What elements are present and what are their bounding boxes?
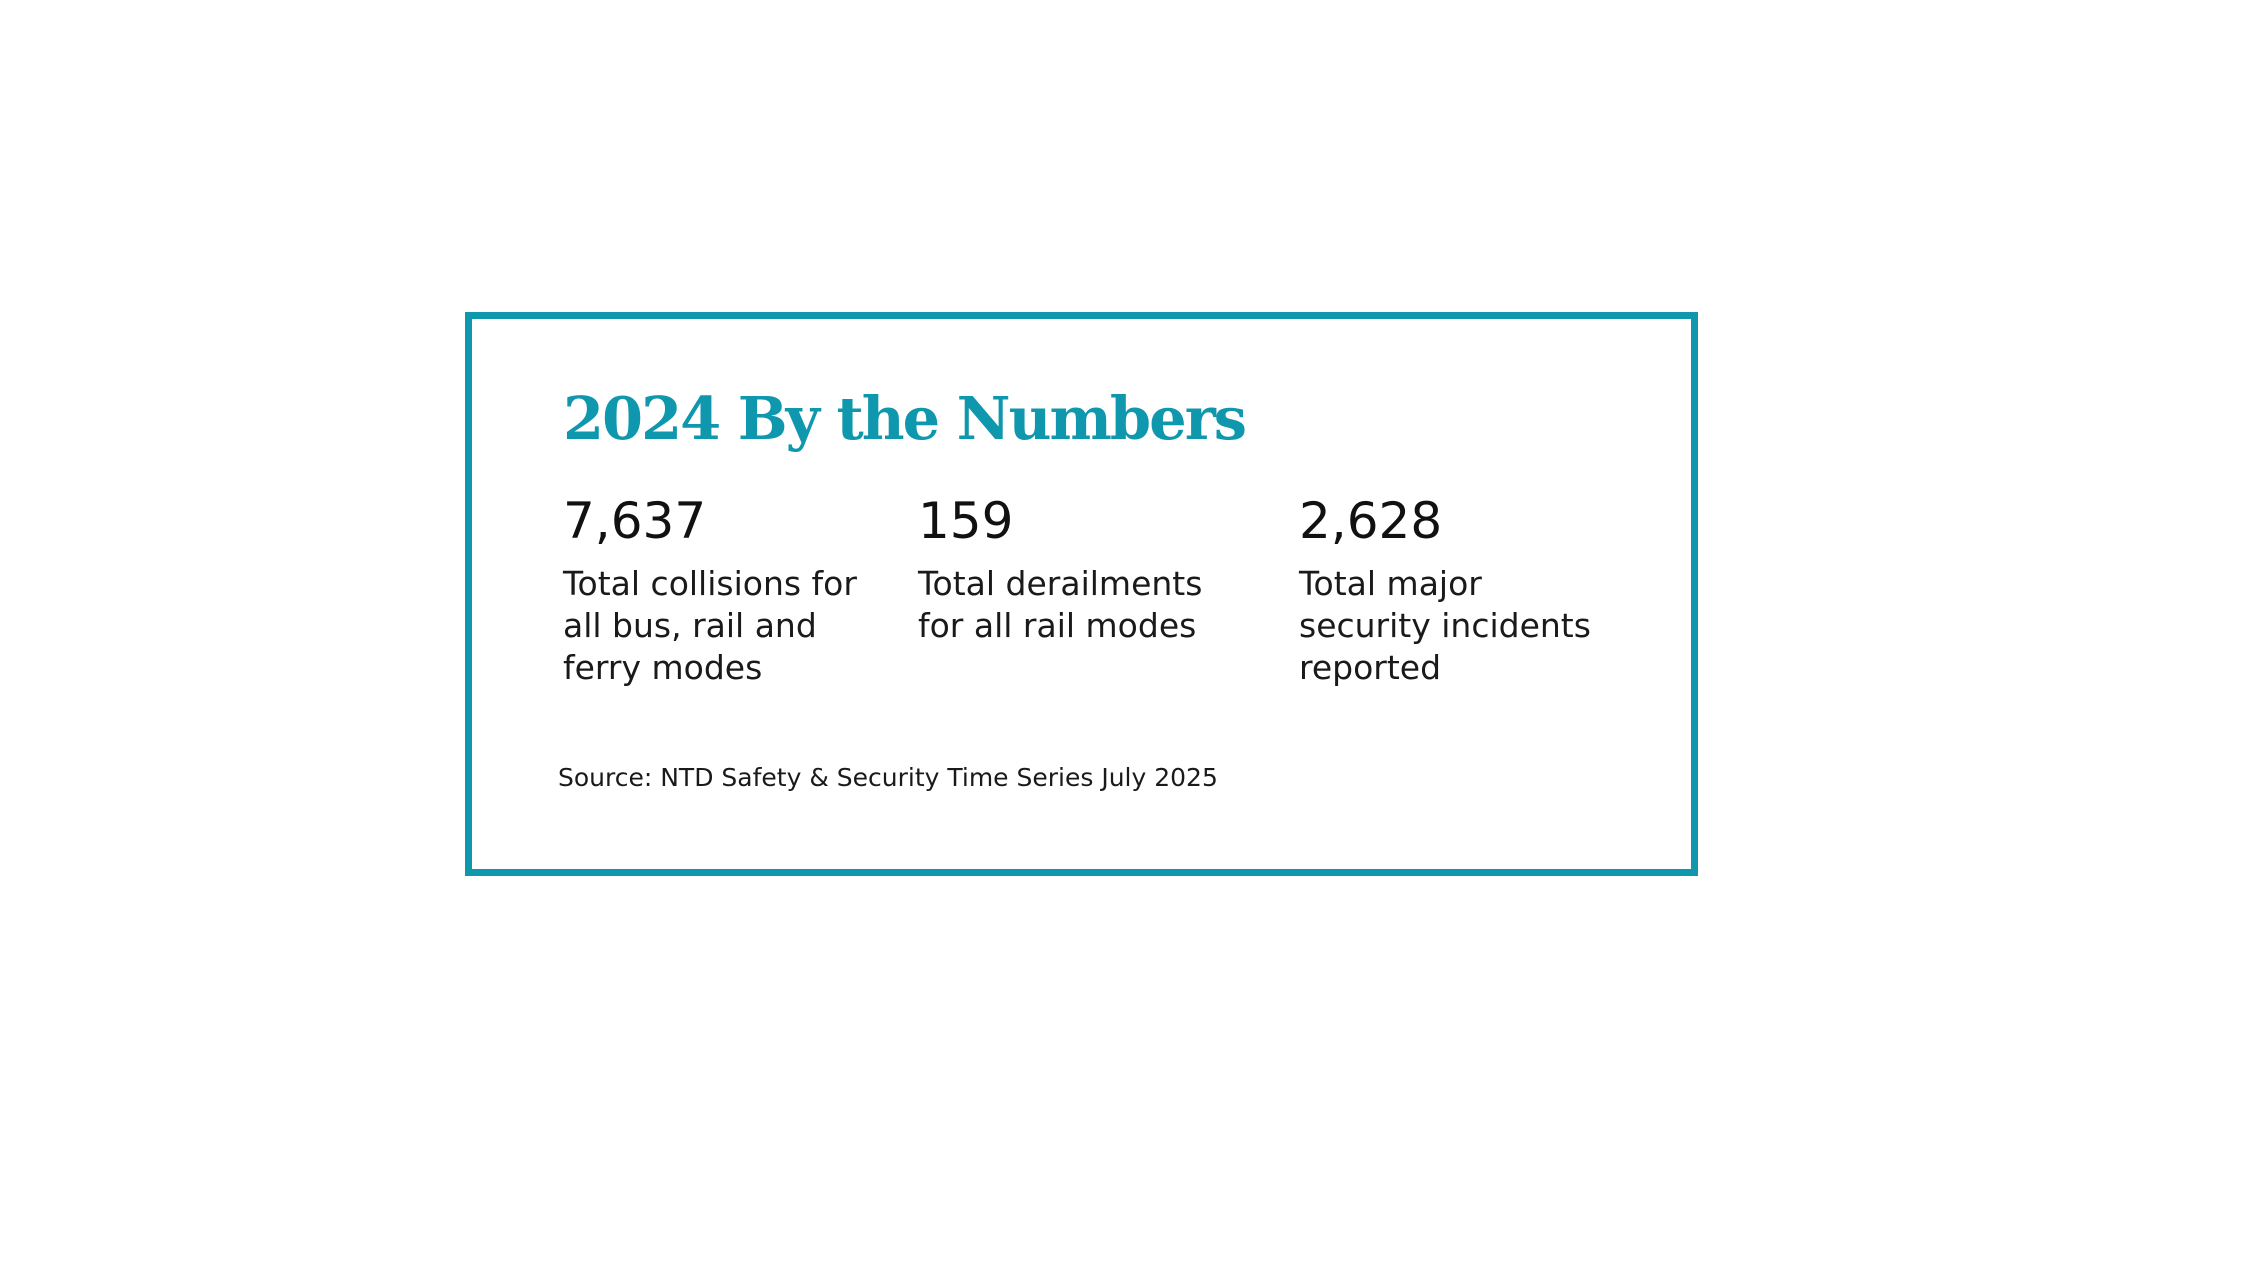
stat-label: Total collisions for all bus, rail and ferry modes [563,564,857,687]
stat-value: 7,637 [563,492,707,550]
stat-security-incidents [1299,494,1629,689]
panel-title: 2024 By the Numbers [563,384,1246,453]
stat-label: Total major security incidents reported [1299,564,1591,687]
stat-collisions [563,494,883,689]
stats-panel [465,312,1698,876]
stat-value: 2,628 [1299,492,1443,550]
stat-label: Total derailments for all rail modes [918,564,1203,645]
stat-value: 159 [918,492,1014,550]
stat-derailments [918,494,1248,647]
source-note: Source: NTD Safety & Security Time Series July 2025 [558,763,1218,792]
